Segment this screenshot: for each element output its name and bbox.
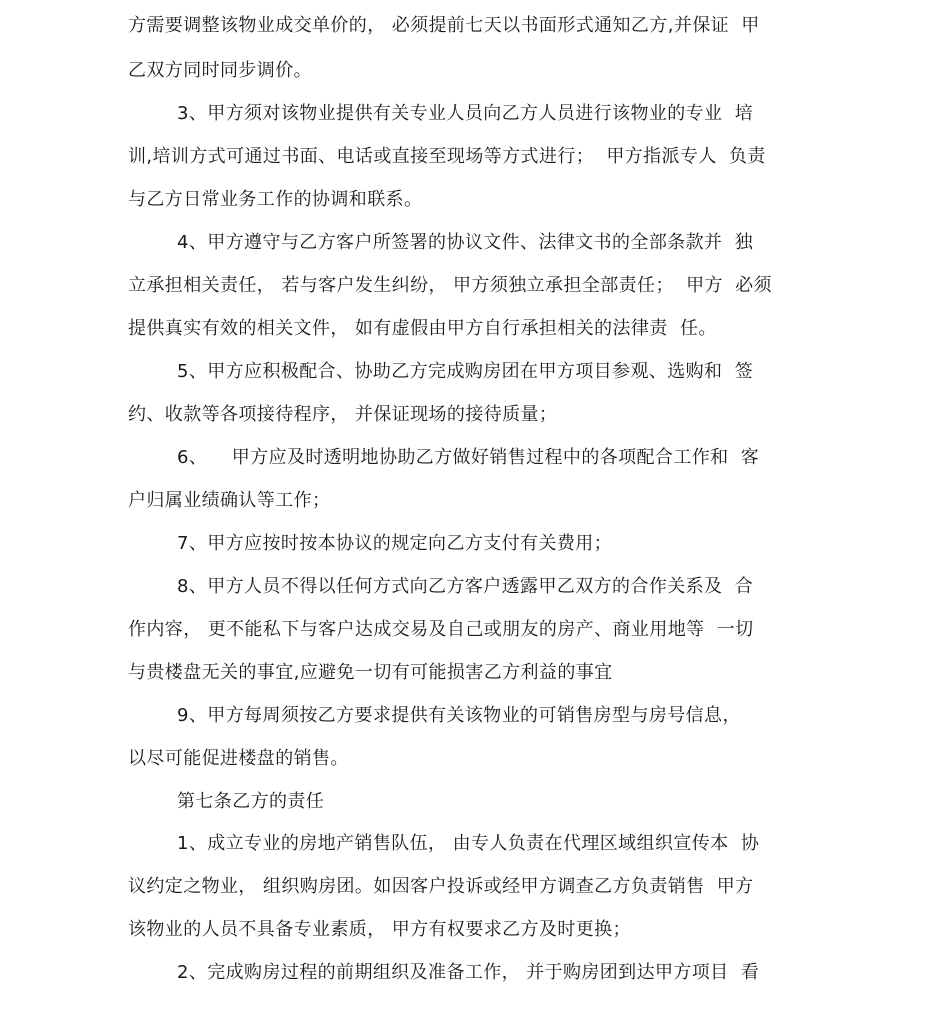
text-line: 议约定之物业， 组织购房团。如因客户投诉或经甲方调查乙方负责销售 甲方 — [128, 876, 754, 897]
text-line: 乙双方同时同步调价。 — [128, 60, 312, 81]
text-line: 户归属业绩确认等工作； — [128, 490, 331, 511]
text-line: 6、 甲方应及时透明地协助乙方做好销售过程中的各项配合工作和 客 — [177, 447, 760, 468]
section-heading: 第七条乙方的责任 — [177, 791, 325, 812]
text-line: 方需要调整该物业成交单价的， 必须提前七天以书面形式通知乙方,并保证 甲 — [128, 15, 760, 36]
text-line: 5、甲方应积极配合、协助乙方完成购房团在甲方项目参观、选购和 签 — [177, 361, 754, 382]
text-line: 该物业的人员不具备专业素质， 甲方有权要求乙方及时更换； — [128, 919, 631, 940]
text-line: 与贵楼盘无关的事宜,应避免一切有可能损害乙方利益的事宜 — [128, 662, 613, 683]
text-line: 2、完成购房过程的前期组织及准备工作， 并于购房团到达甲方项目 看 — [177, 962, 760, 983]
text-line: 训,培训方式可通过书面、电话或直接至现场等方式进行； 甲方指派专人 负责 — [128, 146, 766, 167]
text-line: 约、收款等各项接待程序， 并保证现场的接待质量； — [128, 404, 558, 425]
text-line: 9、甲方每周须按乙方要求提供有关该物业的可销售房型与房号信息， — [177, 705, 741, 726]
text-line: 与乙方日常业务工作的协调和联系。 — [128, 189, 423, 210]
text-line: 4、甲方遵守与乙方客户所签署的协议文件、法律文书的全部条款并 独 — [177, 232, 754, 253]
text-line: 以尽可能促进楼盘的销售。 — [128, 748, 349, 769]
text-line: 7、甲方应按时按本协议的规定向乙方支付有关费用； — [177, 533, 613, 554]
text-line: 3、甲方须对该物业提供有关专业人员向乙方人员进行该物业的专业 培 — [177, 103, 754, 124]
text-line: 立承担相关责任， 若与客户发生纠纷， 甲方须独立承担全部责任； 甲方 必须 — [128, 275, 772, 296]
text-line: 1、成立专业的房地产销售队伍， 由专人负责在代理区域组织宣传本 协 — [177, 833, 760, 854]
text-line: 8、甲方人员不得以任何方式向乙方客户透露甲乙双方的合作关系及 合 — [177, 576, 754, 597]
text-line: 作内容， 更不能私下与客户达成交易及自己或朋友的房产、商业用地等 一切 — [128, 619, 754, 640]
text-line: 提供真实有效的相关文件， 如有虚假由甲方自行承担相关的法律责 任。 — [128, 318, 717, 339]
